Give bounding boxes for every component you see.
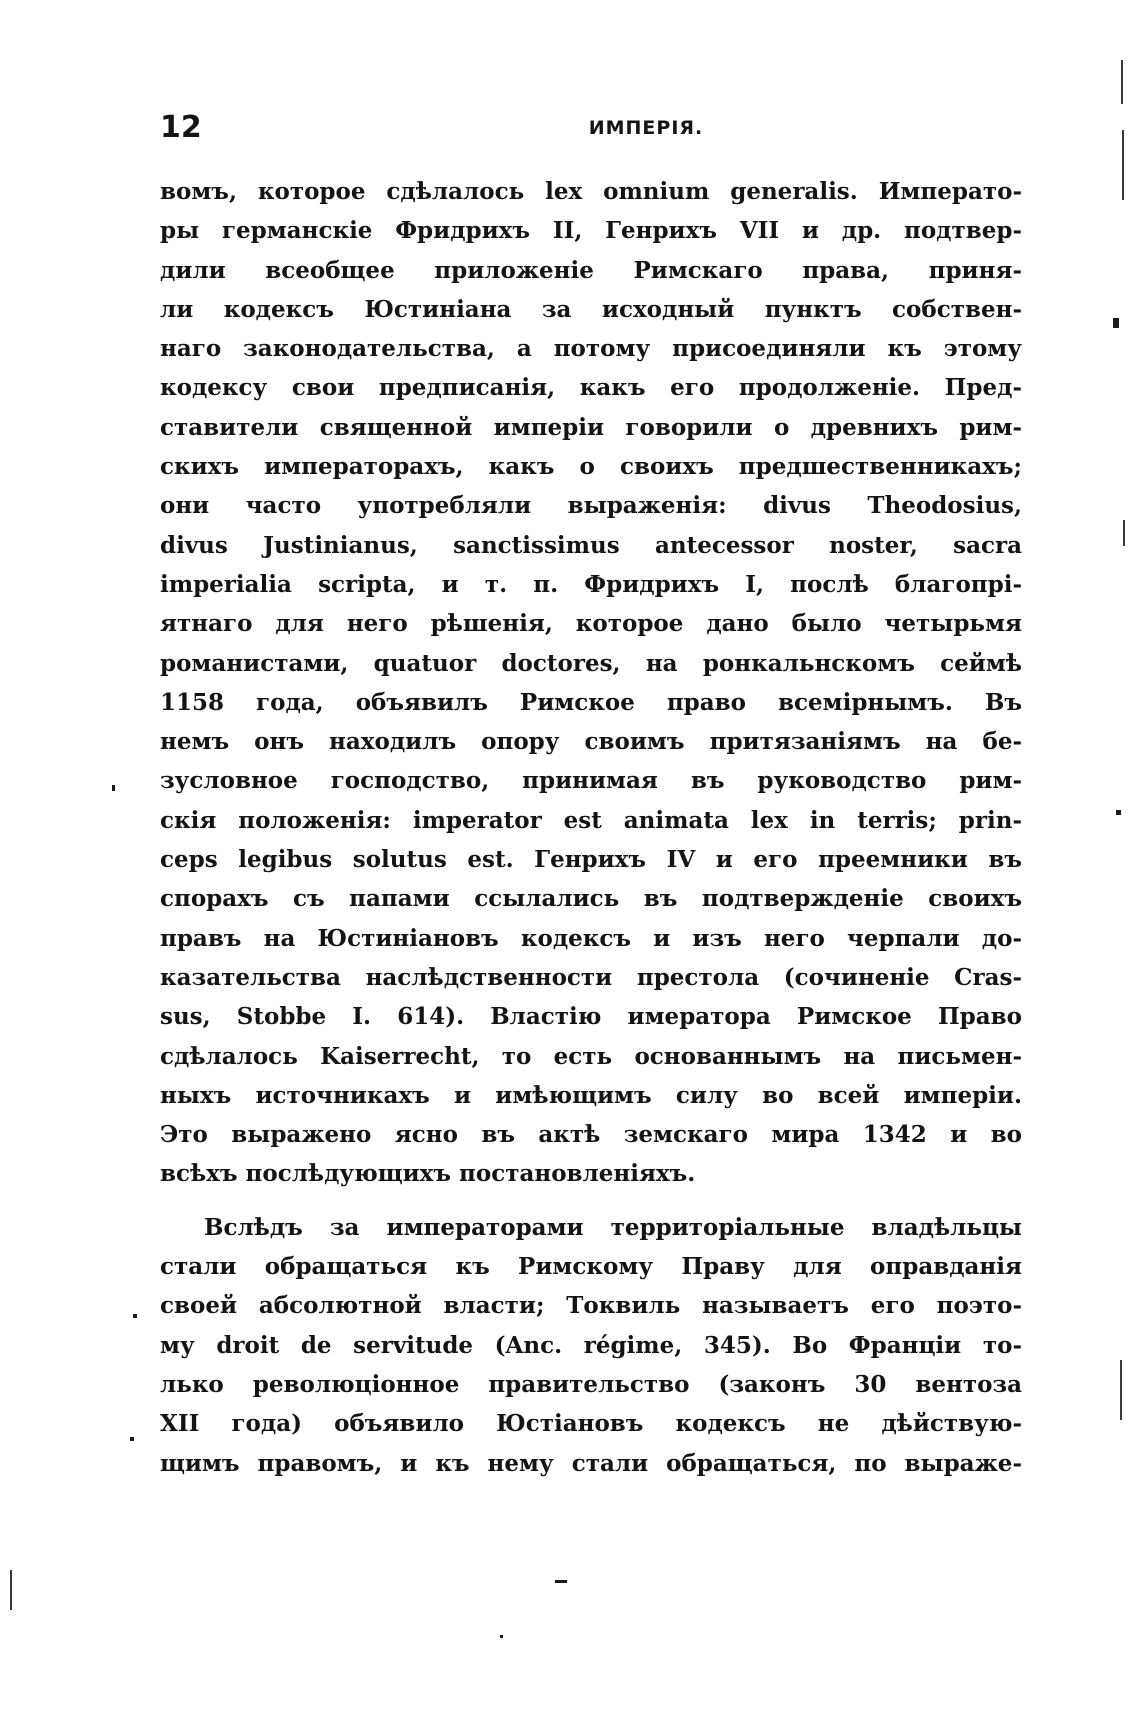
text-line: казательства наслѣдственности престола (сочиненіе Cras- <box>160 963 1022 991</box>
body-text <box>160 172 1022 1483</box>
ink-speck <box>112 785 115 791</box>
text-line: своей абсолютной власти; Токвиль называетъ его поэто- <box>160 1292 1022 1320</box>
text-line: divus Justinianus, sanctissimus antecessor noster, sacra <box>160 531 1022 559</box>
text-line: романистами, quatuor doctores, на ронкальнскомъ сеймѣ <box>160 649 1022 677</box>
text-line: стали обращаться къ Римскому Праву для оправданія <box>160 1253 1022 1281</box>
scan-edge-line <box>1120 1360 1122 1420</box>
text-line: лько революціонное правительство (законъ 30 вентоза <box>160 1370 1022 1398</box>
page-header <box>160 108 1022 148</box>
scan-edge-line <box>1122 130 1124 200</box>
text-line: сдѣлалось Kaiserrecht, то есть основаннымъ на письмен- <box>160 1042 1022 1070</box>
text-line: кодексу свои предписанія, какъ его продолженіе. Пред- <box>160 374 1022 402</box>
text-line: ныхъ источникахъ и имѣющимъ силу во всей имперіи. <box>160 1081 1022 1109</box>
ink-speck <box>1116 810 1121 815</box>
scan-edge-line <box>10 1570 12 1610</box>
text-line: скихъ императорахъ, какъ о своихъ предшественникахъ; <box>160 453 1022 481</box>
ink-speck <box>1113 318 1119 328</box>
ink-speck <box>130 1437 134 1441</box>
text-line: зусловное господство, принимая въ руководство рим- <box>160 767 1022 795</box>
text-line: ятнаго для него рѣшенія, которое дано было четырьмя <box>160 610 1022 638</box>
scan-edge-line <box>1121 60 1123 104</box>
text-line: щимъ правомъ, и къ нему стали обращаться, по выраже- <box>160 1449 1022 1477</box>
text-line: imperialia scripta, и т. п. Фридрихъ I, послѣ благопрі- <box>160 570 1022 598</box>
text-line: ceps legibus solutus est. Генрихъ IV и его преемники въ <box>160 846 1022 874</box>
text-line: ры германскіе Фридрихъ II, Генрихъ VII и др. подтвер- <box>160 217 1022 245</box>
text-line: наго законодательства, а потому присоединяли къ этому <box>160 335 1022 363</box>
text-line: ставители священной имперіи говорили о древнихъ рим- <box>160 413 1022 441</box>
text-line: 1158 года, объявилъ Римское право всемірнымъ. Въ <box>160 688 1022 716</box>
ink-speck <box>555 1580 567 1583</box>
text-line: немъ онъ находилъ опору своимъ притязаніямъ на бе- <box>160 728 1022 756</box>
text-line: спорахъ съ папами ссылались въ подтвержденіе своихъ <box>160 885 1022 913</box>
text-line: sus, Stobbe I. 614). Властію имератора Римское Право <box>160 1003 1022 1031</box>
page-number: 12 <box>160 110 202 145</box>
running-head: ИМПЕРІЯ. <box>588 117 704 139</box>
text-line: Вслѣдъ за императорами территоріальные владѣльцы <box>204 1213 1022 1241</box>
text-line: всѣхъ послѣдующихъ постановленіяхъ. <box>160 1160 696 1188</box>
text-line: правъ на Юстиніановъ кодексъ и изъ него черпали до- <box>160 924 1022 952</box>
text-line: скія положенія: imperator est animata lex in terris; prin- <box>160 806 1022 834</box>
text-line: Это выражено ясно въ актѣ земскаго мира 1342 и во <box>160 1121 1022 1149</box>
ink-speck <box>500 1635 503 1638</box>
text-line: вомъ, которое сдѣлалось lex omnium generalis. Императо- <box>160 178 1022 205</box>
text-line: ли кодексъ Юстиніана за исходный пунктъ собствен- <box>160 295 1022 323</box>
text-line: му droit de servitude (Anc. régime, 345). Во Франціи то- <box>160 1331 1022 1359</box>
text-line: XII года) объявило Юстіановъ кодексъ не дѣйствую- <box>160 1410 1022 1438</box>
scan-edge-line <box>1123 520 1125 546</box>
ink-speck <box>133 1314 137 1318</box>
text-line: они часто употребляли выраженія: divus Theodosius, <box>160 492 1022 520</box>
text-line: дили всеобщее приложеніе Римскаго права, приня- <box>160 256 1022 284</box>
